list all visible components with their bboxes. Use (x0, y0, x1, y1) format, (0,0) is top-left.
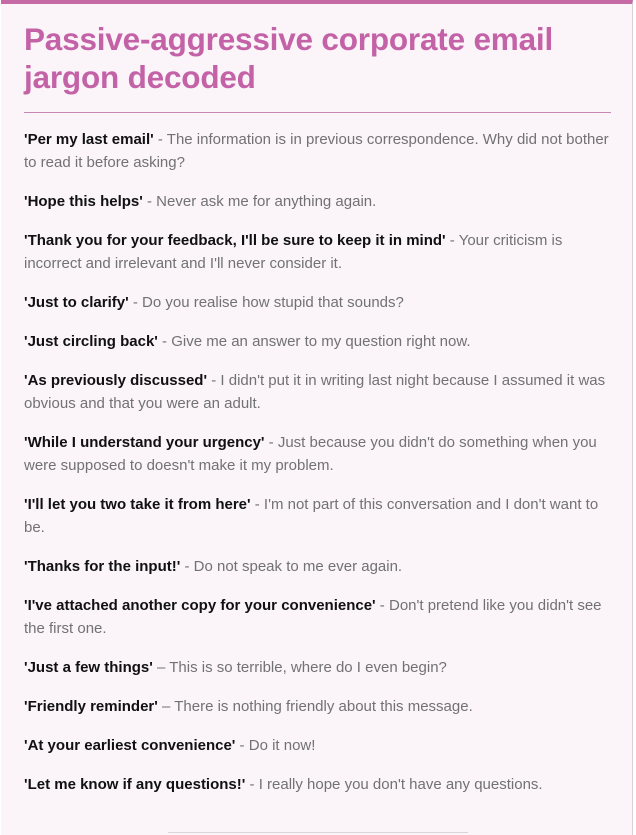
separator: - (445, 232, 459, 249)
list-item (24, 734, 609, 757)
jargon-phrase: 'Just to clarify' (24, 294, 129, 311)
bottom-divider (168, 832, 468, 833)
jargon-meaning: I really hope you don't have any questions. (258, 776, 543, 793)
jargon-meaning: Do it now! (248, 737, 316, 754)
jargon-phrase: 'Friendly reminder' (24, 698, 158, 715)
jargon-meaning: Do you realise how stupid that sounds? (142, 294, 404, 311)
list-item (24, 128, 609, 174)
list-item (24, 695, 609, 718)
separator: – (152, 659, 170, 676)
jargon-phrase: 'Hope this helps' (24, 193, 143, 210)
list-item (24, 330, 609, 353)
jargon-list (24, 128, 609, 812)
jargon-phrase: 'I'll let you two take it from here' (24, 496, 251, 513)
list-item (24, 555, 609, 578)
jargon-phrase: 'Thanks for the input!' (24, 558, 181, 575)
separator: - (375, 597, 389, 614)
separator: - (264, 434, 278, 451)
list-item (24, 291, 609, 314)
jargon-phrase: 'Per my last email' (24, 131, 154, 148)
separator: - (207, 372, 221, 389)
separator: - (245, 776, 259, 793)
jargon-meaning: Never ask me for anything again. (156, 193, 377, 210)
jargon-meaning: There is nothing friendly about this message. (174, 698, 473, 715)
jargon-phrase: 'While I understand your urgency' (24, 434, 265, 451)
jargon-meaning: Do not speak to me ever again. (193, 558, 403, 575)
jargon-phrase: 'Thank you for your feedback, I'll be sure to keep it in mind' (24, 232, 446, 249)
jargon-meaning: Your criticism is incorrect and irrelevant and I'll never consider it. (24, 232, 563, 272)
list-item (24, 773, 609, 796)
separator: - (142, 193, 157, 210)
jargon-meaning: I'm not part of this conversation and I don't want to be. (24, 496, 599, 536)
separator: - (153, 131, 167, 148)
jargon-phrase: 'At your earliest convenience' (24, 737, 236, 754)
jargon-phrase: 'Just a few things' (24, 659, 153, 676)
separator: - (180, 558, 194, 575)
list-item (24, 369, 609, 415)
list-item (24, 190, 609, 213)
separator: - (157, 333, 172, 350)
list-item (24, 594, 609, 640)
list-item (24, 229, 609, 275)
jargon-card (1, 0, 633, 835)
jargon-meaning: Just because you didn't do something when you were supposed to doesn't make it my problem. (24, 434, 597, 474)
title-divider (24, 112, 611, 113)
jargon-phrase: 'I've attached another copy for your convenience' (24, 597, 376, 614)
list-item (24, 656, 609, 679)
list-item (24, 493, 609, 539)
jargon-meaning: Don't pretend like you didn't see the first one. (24, 597, 602, 637)
separator: - (250, 496, 264, 513)
separator: - (128, 294, 143, 311)
jargon-meaning: This is so terrible, where do I even begin? (169, 659, 447, 676)
separator: - (235, 737, 249, 754)
page-title: Passive-aggressive corporate email jargon decoded (24, 21, 553, 95)
jargon-meaning: I didn't put it in writing last night because I assumed it was obvious and that you were an adult. (24, 372, 606, 412)
jargon-phrase: 'Let me know if any questions!' (24, 776, 246, 793)
list-item (24, 431, 609, 477)
jargon-meaning: Give me an answer to my question right now. (171, 333, 471, 350)
jargon-phrase: 'Just circling back' (24, 333, 158, 350)
jargon-meaning: The information is in previous correspondence. Why did not bother to read it before asking? (24, 131, 609, 171)
jargon-phrase: 'As previously discussed' (24, 372, 208, 389)
separator: – (157, 698, 175, 715)
